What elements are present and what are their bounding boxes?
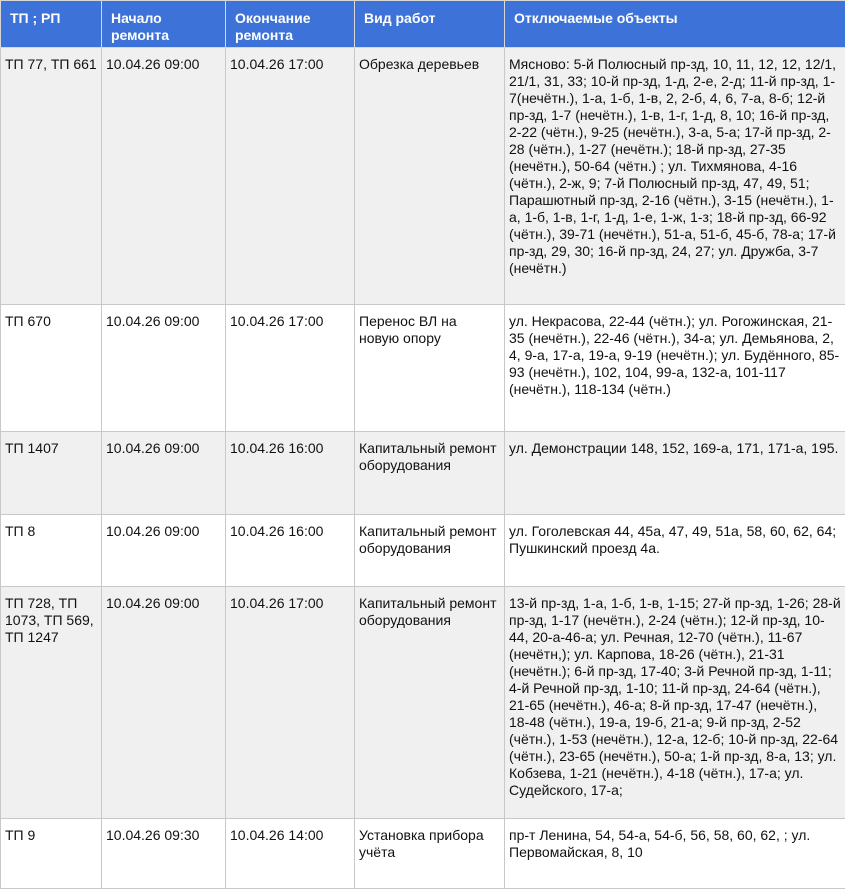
cell-tp: ТП 9 (1, 819, 102, 889)
cell-start: 10.04.26 09:00 (102, 587, 226, 819)
header-objects: Отключаемые объекты (505, 1, 845, 48)
cell-tp: ТП 670 (1, 305, 102, 432)
header-tp: ТП ; РП (1, 1, 102, 48)
cell-objects: пр-т Ленина, 54, 54-а, 54-б, 56, 58, 60, 62, ; ул. Первомайская, 8, 10 (505, 819, 845, 889)
cell-objects: ул. Демонстрации 148, 152, 169-а, 171, 171-а, 195. (505, 432, 845, 515)
cell-tp: ТП 728, ТП 1073, ТП 569, ТП 1247 (1, 587, 102, 819)
cell-start: 10.04.26 09:00 (102, 48, 226, 305)
header-work: Вид работ (355, 1, 505, 48)
cell-end: 10.04.26 17:00 (226, 48, 355, 305)
table-row (1, 48, 845, 305)
cell-end: 10.04.26 16:00 (226, 515, 355, 587)
cell-tp: ТП 1407 (1, 432, 102, 515)
cell-tp: ТП 8 (1, 515, 102, 587)
cell-work: Перенос ВЛ на новую опору (355, 305, 505, 432)
cell-end: 10.04.26 17:00 (226, 587, 355, 819)
cell-objects: ул. Гоголевская 44, 45а, 47, 49, 51а, 58, 60, 62, 64; Пушкинский проезд 4а. (505, 515, 845, 587)
table-row (1, 432, 845, 515)
cell-objects: 13-й пр-зд, 1-а, 1-б, 1-в, 1-15; 27-й пр-зд, 1-26; 28-й пр-зд, 1-17 (нечётн.), 2-24 (чётн.); 12-й пр-зд, 10-44, 20-а-46-а; ул. Речная, 12-70 (чётн.), 11-67 (нечётн,); ул. Карпова, 18-26 (чётн.), 21-31 (нечётн.); 6-й пр-зд, 17-40; 3-й Речной пр-зд, 1-11; 4-й Речной пр-зд, 1-10; 11-й пр-зд, 24-64 (чётн.), 21-65 (нечётн.), 46-а; 8-й пр-зд, 17-47 (нечётн.), 18-48 (чётн.), 19-а, 19-б, 21-а; 9-й пр-зд, 2-52 (чётн.), 1-53 (нечётн.), 12-а, 12-б; 10-й пр-зд, 22-64 (чётн.), 23-65 (нечётн.), 50-а; 1-й пр-зд, 8-а, 13; ул. Кобзева, 1-21 (нечётн.), 4-18 (чётн.), 17-а; ул. Судейского, 17-а; (505, 587, 845, 819)
cell-tp: ТП 77, ТП 661 (1, 48, 102, 305)
cell-start: 10.04.26 09:00 (102, 305, 226, 432)
header-start: Начало ремонта (102, 1, 226, 48)
cell-end: 10.04.26 16:00 (226, 432, 355, 515)
cell-objects: ул. Некрасова, 22-44 (чётн.); ул. Рогожинская, 21-35 (нечётн.), 22-46 (чётн.), 34-а; ул. Демьянова, 2, 4, 9-а, 17-а, 19-а, 9-19 (нечётн.); ул. Будённого, 85-93 (нечётн.), 102, 104, 99-а, 132-а, 101-117 (нечётн.), 118-134 (чётн.) (505, 305, 845, 432)
cell-end: 10.04.26 14:00 (226, 819, 355, 889)
table-row (1, 305, 845, 432)
header-end: Окончание ремонта (226, 1, 355, 48)
cell-objects: Мясново: 5-й Полюсный пр-зд, 10, 11, 12, 12, 12/1, 21/1, 31, 33; 10-й пр-зд, 1-д, 2-е, 2-д; 11-й пр-зд, 1-7(нечётн.), 1-а, 1-б, 1-в, 2, 2-б, 4, 6, 7-а, 8-б; 12-й пр-зд, 1-7 (нечётн.), 1-в, 1-г, 1-д, 8, 10; 16-й пр-зд, 2-22 (чётн.), 9-25 (нечётн.), 3-а, 5-а; 17-й пр-зд, 2-28 (чётн.), 1-27 (нечётн.); 18-й пр-зд, 27-35 (нечётн.), 50-64 (чётн.) ; ул. Тихмянова, 4-16 (чётн.), 2-ж, 9; 7-й Полюсный пр-зд, 47, 49, 51; Парашютный пр-зд, 2-16 (чётн.), 3-15 (нечётн.), 1-а, 1-б, 1-в, 1-г, 1-д, 1-е, 1-ж, 1-з; 18-й пр-зд, 66-92 (чётн.), 39-71 (нечётн.), 51-а, 51-б, 45-б, 78-а; 17-й пр-зд, 29, 30; 16-й пр-зд, 24, 27; ул. Дружба, 3-7 (нечётн.) (505, 48, 845, 305)
table-row (1, 819, 845, 889)
header-row (1, 1, 845, 48)
cell-work: Капитальный ремонт оборудования (355, 432, 505, 515)
table-row (1, 587, 845, 819)
cell-work: Обрезка деревьев (355, 48, 505, 305)
cell-end: 10.04.26 17:00 (226, 305, 355, 432)
cell-work: Капитальный ремонт оборудования (355, 515, 505, 587)
cell-work: Капитальный ремонт оборудования (355, 587, 505, 819)
table-row (1, 515, 845, 587)
cell-start: 10.04.26 09:30 (102, 819, 226, 889)
cell-start: 10.04.26 09:00 (102, 515, 226, 587)
cell-start: 10.04.26 09:00 (102, 432, 226, 515)
cell-work: Установка прибора учёта (355, 819, 505, 889)
